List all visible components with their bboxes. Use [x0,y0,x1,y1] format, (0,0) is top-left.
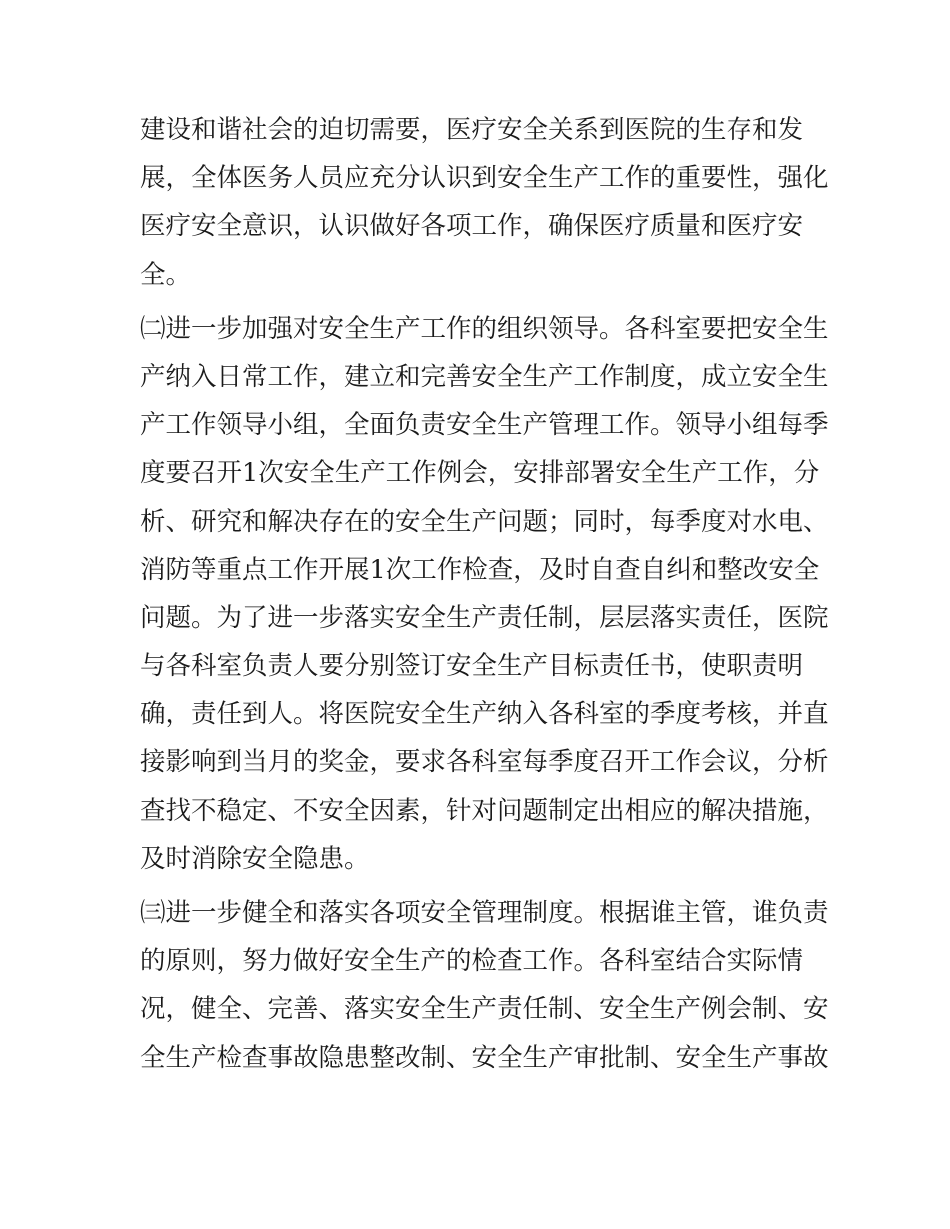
text-line: ㈡进一步加强对安全生产工作的组织领导。各科室要把安全生 [140,313,829,344]
text-line: 查找不稳定、不安全因素，针对问题制定出相应的解决措施， [140,795,829,826]
text-line: 接影响到当月的奖金，要求各科室每季度召开工作会议，分析 [140,747,829,778]
text-line: 及时消除安全隐患。 [140,843,370,874]
text-line: 析、研究和解决存在的安全生产问题；同时，每季度对水电、 [140,506,829,537]
body-text [140,106,829,1082]
paragraph-3 [140,889,829,1082]
text-line: 问题。为了进一步落实安全生产责任制，层层落实责任，医院 [140,602,829,633]
text-line: 消防等重点工作开展1次工作检查，及时自查自纠和整改安全 [140,554,820,585]
text-line: 建设和谐社会的迫切需要，医疗安全关系到医院的生存和发 [140,115,804,145]
text-line: 确，责任到人。将医院安全生产纳入各科室的季度考核，并直 [140,699,829,730]
text-line: ㈢进一步健全和落实各项安全管理制度。根据谁主管，谁负责 [140,898,829,928]
text-line: 度要召开1次安全生产工作例会，安排部署安全生产工作，分 [140,458,820,489]
text-line: 与各科室负责人要分别签订安全生产目标责任书，使职责明 [140,651,804,682]
text-line: 全生产检查事故隐患整改制、安全生产审批制、安全生产事故 [140,1042,829,1073]
text-line: 全。 [140,259,192,290]
text-line: 产工作领导小组，全面负责安全生产管理工作。领导小组每季 [140,410,829,441]
text-line: 展，全体医务人员应充分认识到安全生产工作的重要性，强化 [140,163,829,194]
text-line: 产纳入日常工作，建立和完善安全生产工作制度，成立安全生 [140,361,829,392]
paragraph-2 [140,305,829,883]
paragraph-1 [140,106,829,299]
text-line: 的原则，努力做好安全生产的检查工作。各科室结合实际情 [140,946,804,977]
text-line: 医疗安全意识，认识做好各项工作，确保医疗质量和医疗安 [140,211,804,242]
text-line: 况，健全、完善、落实安全生产责任制、安全生产例会制、安 [140,994,829,1025]
